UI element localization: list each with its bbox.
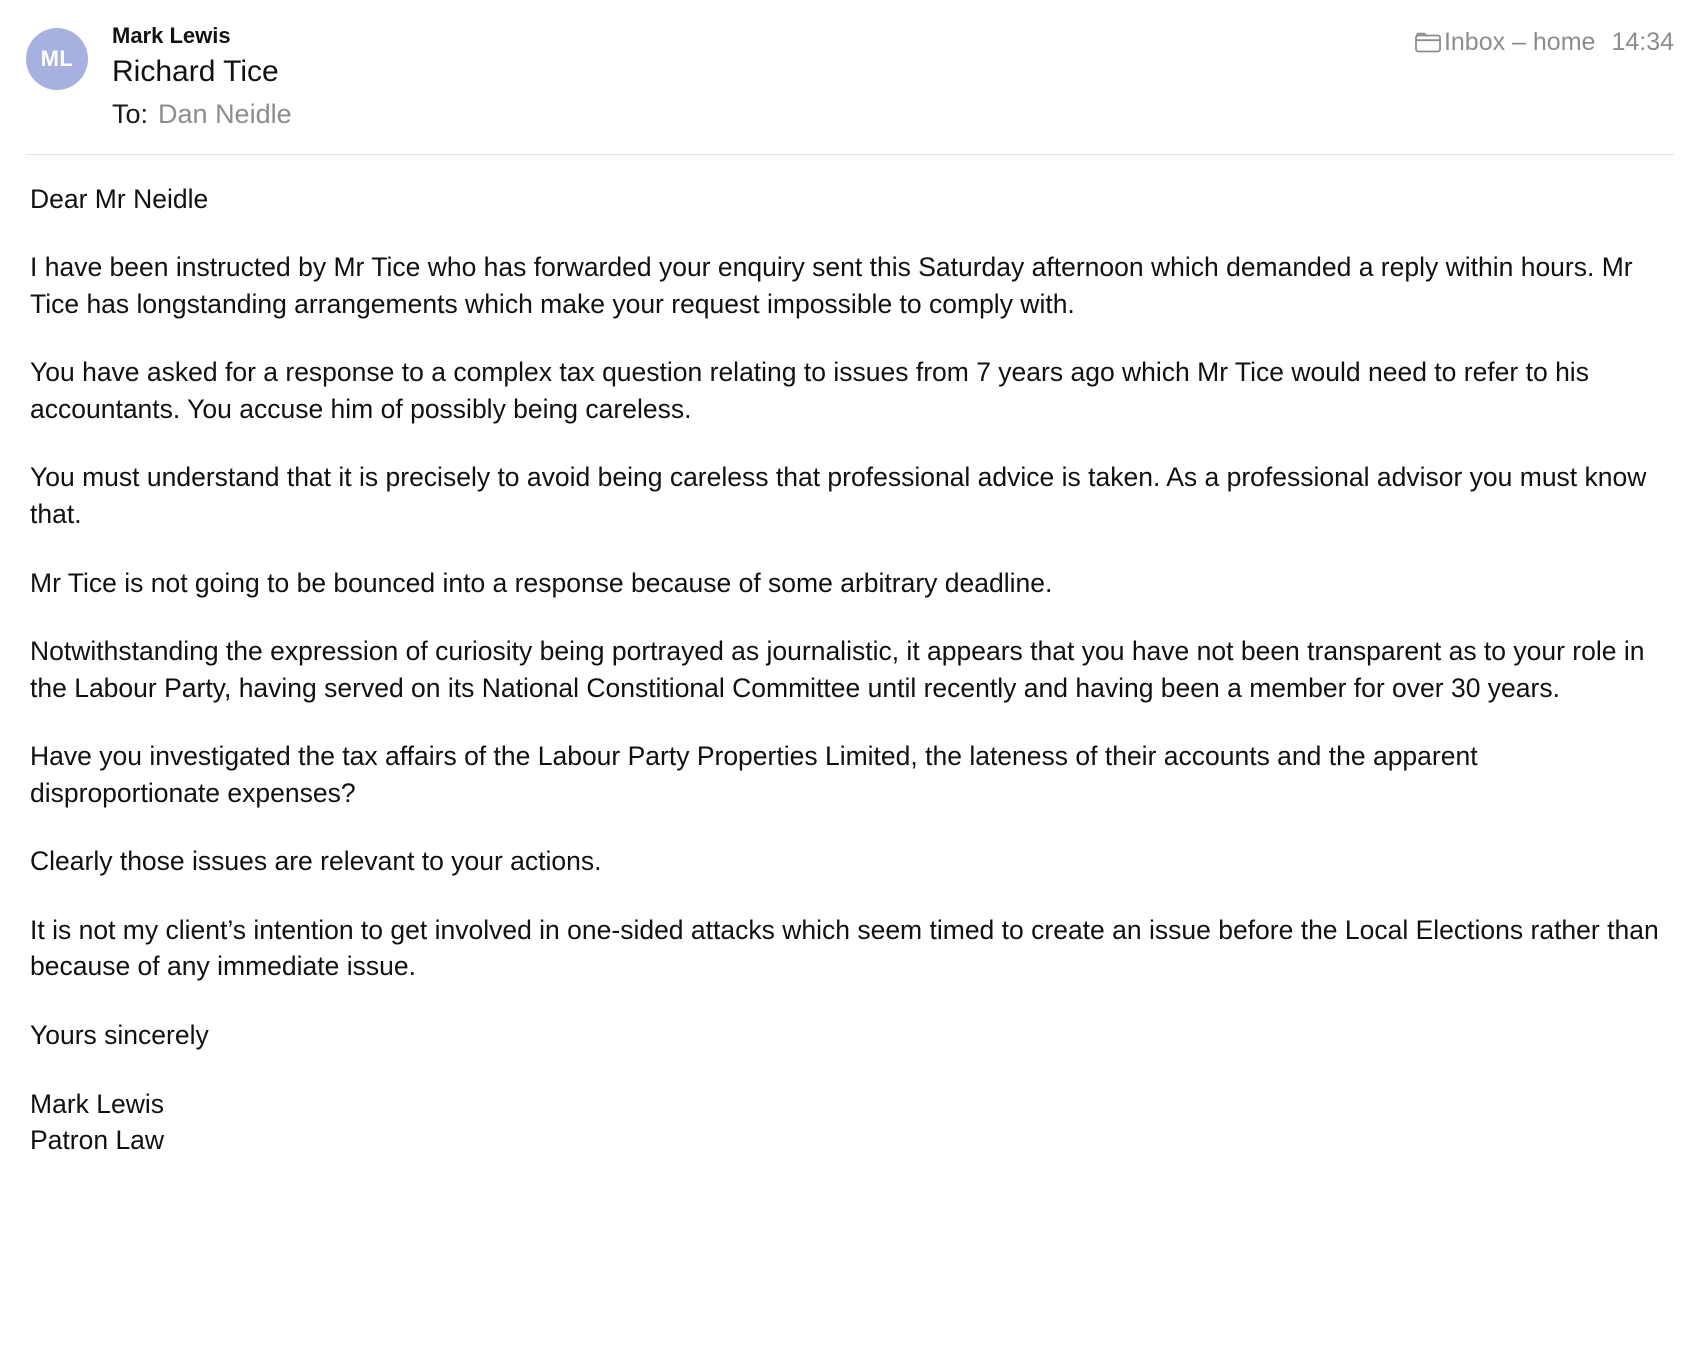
- body-paragraph: Mr Tice is not going to be bounced into a response because of some arbitrary deadline.: [30, 567, 1053, 598]
- folder-icon: [1415, 32, 1441, 53]
- folder-badge[interactable]: [1415, 28, 1596, 57]
- signature-name: Mark Lewis: [30, 1088, 165, 1119]
- salutation: Dear Mr Neidle: [30, 183, 209, 214]
- recipient-line: [112, 97, 1674, 132]
- timestamp: 14:34: [1611, 28, 1674, 56]
- body-paragraph: Clearly those issues are relevant to your actions.: [30, 846, 602, 877]
- sender-name: Mark Lewis: [112, 23, 231, 48]
- body-paragraph: I have been instructed by Mr Tice who has forwarded your enquiry sent this Saturday afternoon which demanded a reply within hours. Mr Tice has longstanding arrangements which make your request impossible to comply with.: [30, 252, 1633, 319]
- body-paragraph: You must understand that it is precisely to avoid being careless that professional advice is taken. As a professional advisor you must know that.: [30, 462, 1647, 529]
- body-paragraph: Notwithstanding the expression of curiosity being portrayed as journalistic, it appears that you have not been transparent as to your role in the Labour Party, having served on its National Constitional Committee until recently and having been a member for over 30 years.: [30, 636, 1645, 703]
- email-body: [0, 155, 1700, 1159]
- body-paragraph: Have you investigated the tax affairs of the Labour Party Properties Limited, the lateness of their accounts and the apparent disproportionate expenses?: [30, 741, 1478, 808]
- recipient-value[interactable]: Dan Neidle: [158, 98, 292, 129]
- avatar: ML: [26, 28, 88, 90]
- signature-firm: Patron Law: [30, 1125, 165, 1156]
- folder-label: Inbox – home: [1443, 28, 1596, 56]
- signature-block: [30, 1086, 1670, 1159]
- email-subject: Richard Tice: [112, 54, 279, 88]
- recipient-label: To:: [112, 98, 149, 129]
- email-header-meta: [1415, 28, 1674, 57]
- body-paragraph: It is not my client’s intention to get involved in one-sided attacks which seem timed to create an issue before the Local Elections rather than because of any immediate issue.: [30, 914, 1659, 982]
- email-header: [0, 0, 1700, 132]
- closing: Yours sincerely: [30, 1020, 209, 1051]
- body-paragraph: You have asked for a response to a complex tax question relating to issues from 7 years ago which Mr Tice would need to refer to his accountants. You accuse him of possibly being careless.: [30, 357, 1589, 424]
